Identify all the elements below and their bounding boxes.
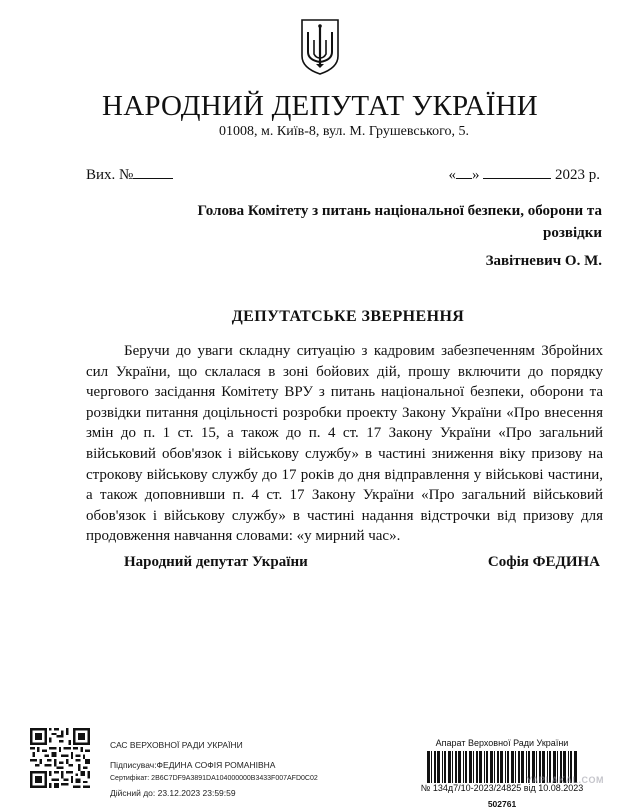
edms-valid-until: Дійсний до: 23.12.2023 23:59:59 bbox=[110, 788, 236, 798]
barcode-bar bbox=[479, 751, 482, 783]
barcode-bar bbox=[455, 751, 457, 783]
date-month-blank bbox=[483, 166, 551, 179]
barcode-bar bbox=[463, 751, 464, 783]
outgoing-number-blank bbox=[133, 166, 173, 179]
barcode-bar bbox=[473, 751, 474, 783]
appeal-body: Беручи до уваги складну ситуацію з кадровим забезпеченням Збройних сил України, що склалася в зоні бойових дій, прошу включити до порядку чергового засідання Комітету ВРУ з питань національної безпеки, оборони та розвідки питання доцільності розробки проекту Закону України «Про внесення змін до п. 1 ст. 15, а також до п. 4 ст. 17 Закону України «Про загальний військовий обов'язок і військову службу» в частині зниження віку призову на строкову військову службу до 17 років до дня відправлення у військові частини, а також доповнивши п. 4 ст. 17 Закону України «Про загальний військовий обов'язок і військову службу» в частині надання відстрочки від призову для продовження навчання словами: «у мирний час». bbox=[86, 343, 603, 545]
barcode-bar bbox=[486, 751, 488, 783]
page-title: НАРОДНИЙ ДЕПУТАТ УКРАЇНИ bbox=[102, 90, 538, 122]
date-day-blank bbox=[456, 166, 472, 179]
recipient-position: Голова Комітету з питань національної безпеки, оборони та розвідки bbox=[197, 203, 602, 241]
barcode-bar bbox=[500, 751, 503, 783]
barcode-bar bbox=[518, 751, 520, 783]
registration-office: Апарат Верховної Ради України bbox=[435, 738, 569, 748]
date-close-quote: » bbox=[472, 167, 480, 183]
barcode-bar bbox=[490, 751, 493, 783]
barcode-bar bbox=[484, 751, 485, 783]
barcode-bar bbox=[505, 751, 506, 783]
qr-code-icon bbox=[30, 728, 90, 788]
barcode-bar bbox=[434, 751, 436, 783]
barcode-bar bbox=[458, 751, 461, 783]
barcode-bar bbox=[497, 751, 499, 783]
trident-emblem-icon bbox=[298, 18, 342, 76]
barcode-bar bbox=[437, 751, 440, 783]
electronic-signature-block bbox=[110, 738, 318, 800]
barcode-bar bbox=[521, 751, 524, 783]
barcode-bar bbox=[494, 751, 495, 783]
outgoing-number bbox=[86, 166, 173, 184]
barcode-bar bbox=[431, 751, 432, 783]
barcode-bar bbox=[452, 751, 453, 783]
barcode-bar bbox=[444, 751, 446, 783]
barcode-bar bbox=[465, 751, 467, 783]
edms-system-name: САС ВЕРХОВНОЇ РАДИ УКРАЇНИ bbox=[110, 740, 243, 750]
barcode-bar bbox=[448, 751, 451, 783]
barcode-number: 502761 bbox=[487, 799, 517, 809]
signature-name: Софія ФЕДИНА bbox=[487, 554, 600, 570]
barcode-bar bbox=[427, 751, 430, 783]
barcode-bar bbox=[469, 751, 472, 783]
document-heading: ДЕПУТАТСЬКЕ ЗВЕРНЕННЯ bbox=[231, 308, 465, 325]
edms-certificate: Сертифікат: 2B6C7DF9A3891DA104000000B3433F007AFD0C02 bbox=[110, 775, 318, 782]
barcode-bar bbox=[476, 751, 478, 783]
barcode-bar bbox=[515, 751, 516, 783]
signature-role: Народний депутат України bbox=[124, 554, 308, 570]
registration-stamp bbox=[402, 738, 602, 809]
recipient-name: Завітневич О. М. bbox=[485, 253, 602, 269]
document-date bbox=[449, 166, 601, 184]
registration-number: № 134д7/10-2023/24825 від 10.08.2023 bbox=[420, 783, 584, 793]
sender-address: 01008, м. Київ-8, вул. М. Грушевського, 5. bbox=[219, 124, 469, 139]
date-open-quote: « bbox=[448, 167, 456, 183]
barcode-bar bbox=[442, 751, 443, 783]
barcode-bar bbox=[511, 751, 514, 783]
edms-signed-by: Підписувач:ФЕДИНА СОФІЯ РОМАНІВНА bbox=[110, 760, 276, 770]
date-year: 2023 р. bbox=[555, 167, 600, 183]
barcode-bar bbox=[507, 751, 509, 783]
watermark: YAPLAKAL.COM bbox=[526, 775, 604, 785]
outgoing-number-label: Вих. № bbox=[86, 167, 134, 183]
